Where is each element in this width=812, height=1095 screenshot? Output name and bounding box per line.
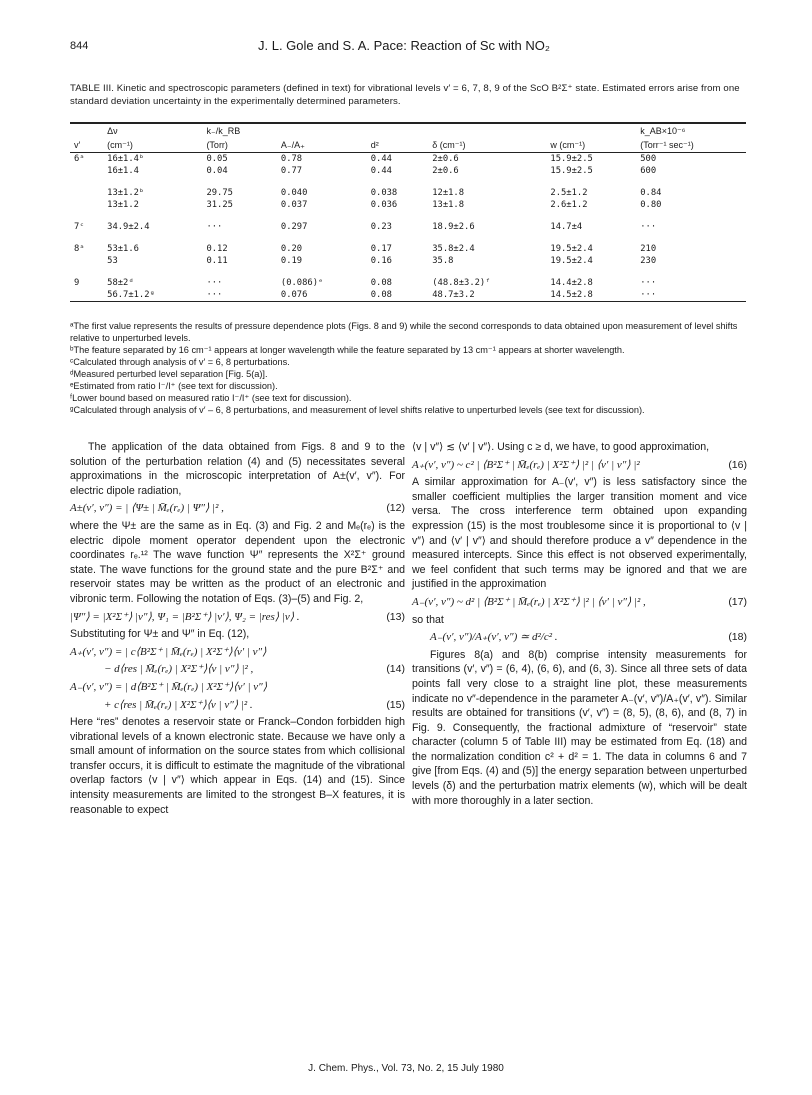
- table-cell: 18.9±2.6: [432, 222, 475, 232]
- table-cell: (0.086)ᵉ: [280, 278, 324, 288]
- table-spacer-cell: [70, 211, 746, 221]
- table-cell: 0.23: [370, 222, 392, 232]
- table-cell: 31.25: [206, 200, 233, 210]
- equation-text: A₋(v′, v″)/A₊(v′, v″) ≃ d²/c² .: [430, 631, 558, 644]
- footnote: ᶠLower bound based on measured ratio I⁻/I⁺ (see text for discussion).: [70, 393, 352, 403]
- table-spacer: [70, 211, 746, 221]
- column-header: δ (cm⁻¹): [432, 140, 466, 150]
- column-header: A₋/A₊: [280, 140, 305, 150]
- table-cell: 13±1.8: [432, 200, 465, 210]
- equation-text: − d⟨res | M̄ₑ(rₑ) | X²Σ⁺⟩⟨v | v″⟩ |² ,: [104, 663, 254, 676]
- table-cell: 2±0.6: [432, 154, 459, 164]
- table-cell: 2±0.6: [432, 166, 459, 176]
- table-cell: 0.20: [280, 244, 303, 254]
- table-cell: [70, 199, 103, 211]
- table-cell: 0.038: [370, 188, 398, 198]
- equation-number: (17): [728, 595, 747, 608]
- table-cell: 2.6±1.2: [550, 200, 588, 210]
- paragraph: A similar approximation for A₋(v′, v″) is less satisfactory since the smaller coefficient multiplies the larger transition moment and vice versa. The cross interference term obtained upon expanding expression (15) is the most troublesome since it is proportional to ⟨v | v″⟩ and ⟨v′ | v″⟩ and should therefore produce a v″ dependence in the measured intercepts. Since this effect is not observed experimentally, we feel confident that such terms may be ignored and that we are justified in the approximation: [412, 476, 747, 591]
- table-cell: ···: [206, 290, 223, 300]
- table-cell: ···: [206, 278, 223, 288]
- equation-17: [412, 595, 747, 610]
- page-number: 844: [70, 40, 89, 52]
- equation-13: [70, 610, 405, 625]
- table-cell: ···: [640, 278, 657, 288]
- footnote: ᵉEstimated from ratio I⁻/I⁺ (see text for discussion).: [70, 381, 278, 391]
- table-cell: 0.11: [206, 256, 228, 266]
- table-cell: 16±1.4ᵇ: [107, 154, 145, 164]
- body-column-left: [70, 440, 405, 819]
- equation-15-line-1: [70, 680, 405, 695]
- parameter-table: [70, 122, 746, 302]
- table-cell: 48.7±3.2: [432, 290, 475, 300]
- table-cell: 8ᵃ: [74, 244, 85, 254]
- column-header: (cm⁻¹): [107, 140, 133, 150]
- table-body: [70, 153, 746, 302]
- table-row: [70, 255, 746, 267]
- table-row: [70, 187, 746, 199]
- table-cell: ···: [206, 222, 223, 232]
- table-cell: 34.9±2.4: [107, 222, 150, 232]
- equation-number: (14): [386, 663, 405, 676]
- table-spacer: [70, 267, 746, 277]
- table-cell: 19.5±2.4: [550, 256, 593, 266]
- table-cell: 0.08: [370, 278, 392, 288]
- table-cell: 210: [640, 244, 657, 254]
- column-header-top: [428, 123, 546, 138]
- paragraph: Here “res” denotes a reservoir state or Franck–Condon forbidden high vibrational levels of a known electronic state. Because we have only a small amount of information on the source states from which collisional transfer occurs, it is difficult to estimate the magnitude of the vibrational overlap factors ⟨v | v″⟩ which appear in Eqs. (14) and (15). Since intensity measurements are limited to the strongest B–X features, it is reasonable to expect: [70, 716, 405, 816]
- table-cell: ···: [640, 222, 657, 232]
- paragraph: ⟨v | v″⟩ ≲ ⟨v′ | v″⟩. Using c ≥ d, we have, to good approximation,: [412, 441, 710, 453]
- table-spacer-cell: [70, 177, 746, 187]
- table-cell: 0.036: [370, 200, 398, 210]
- table-cell: 35.8: [432, 256, 454, 266]
- table-cell: 0.44: [370, 154, 392, 164]
- equation-text: |Ψ″⟩ = |X²Σ⁺⟩ |v″⟩, Ψ₁ = |B²Σ⁺⟩ |v′⟩, Ψ₂ = |res⟩ |v⟩ .: [70, 610, 300, 623]
- table-cell: 0.16: [370, 256, 392, 266]
- column-header-top: k₋/k_RB: [206, 126, 241, 136]
- equation-18: [412, 630, 747, 645]
- equation-number: (16): [728, 458, 747, 471]
- table-cell: 0.78: [280, 154, 303, 164]
- table-cell: 53±1.6: [107, 244, 139, 254]
- equation-14-line-2: [70, 662, 405, 677]
- table-cell: 0.12: [206, 244, 228, 254]
- table-cell: 14.5±2.8: [550, 290, 593, 300]
- table-cell: 0.05: [206, 154, 228, 164]
- table-row: [70, 199, 746, 211]
- table-cell: 58±2ᵈ: [107, 278, 134, 288]
- table-cell: 29.75: [206, 188, 233, 198]
- table-cell: 19.5±2.4: [550, 244, 593, 254]
- table-cell: 0.08: [370, 290, 392, 300]
- column-header: (Torr): [206, 140, 228, 150]
- table-caption: TABLE III. Kinetic and spectroscopic parameters (defined in text) for vibrational levels v′ = 6, 7, 8, 9 of the ScO B²Σ⁺ state. Estimated errors arise from one standard deviation uncertainty in the experimentally determined parameters.: [70, 83, 740, 107]
- body-column-right: [412, 440, 747, 810]
- table-cell: 0.037: [280, 200, 308, 210]
- paragraph: where the Ψ± are the same as in Eq. (3) and Fig. 2 and Mₑ(rₑ) is the electric dipole moment operator dependent upon the electronic coordinates rₑ.¹² The wave function Ψ″ represents the X²Σ⁺ ground state. The wave functions for the ground state and the pure B²Σ⁺ and reservoir states may be written as the product of an electronic and vibronic term. Following the notation of Eqs. (3)–(5) and Fig. 2,: [70, 519, 405, 605]
- column-header-top: [546, 123, 636, 138]
- table-cell: [70, 165, 103, 177]
- equation-number: (12): [386, 502, 405, 515]
- column-header: v′: [74, 140, 81, 150]
- table-cell: 6ᵃ: [74, 154, 85, 164]
- table-row: [70, 277, 746, 289]
- equation-12: [70, 501, 405, 516]
- column-header: d²: [370, 140, 379, 150]
- footnote: ᵍCalculated through analysis of v′ – 6, 8 perturbations, and measurement of level shifts relative to unperturbed levels (see text for discussion).: [70, 405, 645, 415]
- table-cell: 0.84: [640, 188, 662, 198]
- table-cell: 0.297: [280, 222, 308, 232]
- table-spacer-cell: [70, 233, 746, 243]
- footnote: ᵈMeasured perturbed level separation [Fig. 5(a)].: [70, 369, 268, 379]
- equation-15-line-2: [70, 698, 405, 713]
- table-cell: 0.04: [206, 166, 228, 176]
- table-cell: 0.19: [280, 256, 303, 266]
- column-header-top: Δν: [107, 126, 118, 136]
- column-header: w (cm⁻¹): [550, 140, 586, 150]
- table-header-row-top: [70, 123, 746, 138]
- footnote: ᶜCalculated through analysis of v′ = 6, 8 perturbations.: [70, 357, 290, 367]
- table-cell: 13±1.2ᵇ: [107, 188, 145, 198]
- equation-text: A₋(v′, v″) = | d⟨B²Σ⁺ | M̄ₑ(rₑ) | X²Σ⁺⟩⟨v′ | v″⟩: [70, 680, 268, 693]
- equation-text: A₊(v′, v″) = | c⟨B²Σ⁺ | M̄ₑ(rₑ) | X²Σ⁺⟩⟨v′ | v″⟩: [70, 645, 267, 658]
- paragraph: Substituting for Ψ± and Ψ″ in Eq. (12),: [70, 628, 250, 641]
- table-row: [70, 153, 746, 166]
- equation-text: + c⟨res | M̄ₑ(rₑ) | X²Σ⁺⟩⟨v | v″⟩ |² .: [104, 698, 253, 711]
- table-cell: 2.5±1.2: [550, 188, 588, 198]
- paragraph: The application of the data obtained from Figs. 8 and 9 to the solution of the perturbation relation (4) and (5) necessitates several approximations in the microscopic interpretation of A±(v′, v″). For electric dipole radiation,: [70, 441, 405, 497]
- table-cell: 7ᶜ: [74, 222, 85, 232]
- column-header: (Torr⁻¹ sec⁻¹): [640, 140, 694, 150]
- column-header-top: [70, 123, 103, 138]
- table-cell: 0.80: [640, 200, 662, 210]
- table-cell: 0.076: [280, 290, 308, 300]
- column-header-top: [367, 123, 429, 138]
- table-cell: 15.9±2.5: [550, 154, 593, 164]
- equation-text: A±(v′, v″) = | ⟨Ψ± | M̄ₑ(rₑ) | Ψ″⟩ |² ,: [70, 502, 224, 515]
- table-cell: [70, 187, 103, 199]
- equation-number: (18): [728, 631, 747, 644]
- table-header-row-bottom: [70, 138, 746, 153]
- paragraph: so that: [412, 613, 444, 626]
- table-spacer-cell: [70, 267, 746, 277]
- table-spacer: [70, 177, 746, 187]
- table-cell: 35.8±2.4: [432, 244, 475, 254]
- table-cell: 500: [640, 154, 657, 164]
- table-row: [70, 165, 746, 177]
- running-title: J. L. Gole and S. A. Pace: Reaction of Sc with NO₂: [258, 38, 550, 53]
- table-cell: (48.8±3.2)ᶠ: [432, 278, 491, 288]
- table-footnotes: [70, 320, 746, 416]
- table-cell: 230: [640, 256, 657, 266]
- table-cell: 56.7±1.2ᵍ: [107, 290, 155, 300]
- column-header-top: [277, 123, 367, 138]
- table-row: [70, 289, 746, 302]
- journal-citation: J. Chem. Phys., Vol. 73, No. 2, 15 July 1980: [308, 1063, 504, 1074]
- table-cell: [70, 289, 103, 302]
- equation-number: (15): [386, 698, 405, 711]
- equation-14-line-1: [70, 645, 405, 660]
- table-cell: 12±1.8: [432, 188, 465, 198]
- table-cell: 0.44: [370, 166, 392, 176]
- footnote: ᵃThe first value represents the results of pressure dependence plots (Figs. 8 and 9) while the second corresponds to data obtained upon measurement of level shifts relative to unperturbed levels.: [70, 321, 738, 343]
- table-cell: 0.77: [280, 166, 303, 176]
- table-row: [70, 243, 746, 255]
- equation-number: (13): [386, 610, 405, 623]
- table-spacer: [70, 233, 746, 243]
- table-cell: 0.040: [280, 188, 308, 198]
- table-cell: 0.17: [370, 244, 392, 254]
- table-cell: 13±1.2: [107, 200, 139, 210]
- table-cell: 15.9±2.5: [550, 166, 593, 176]
- table-cell: 14.4±2.8: [550, 278, 593, 288]
- equation-text: A₊(v′, v″) ~ c² | ⟨B²Σ⁺ | M̄ₑ(rₑ) | X²Σ⁺⟩ |² | ⟨v′ | v″⟩ |²: [412, 458, 640, 471]
- table-row: [70, 221, 746, 233]
- equation-text: A₋(v′, v″) ~ d² | ⟨B²Σ⁺ | M̄ₑ(rₑ) | X²Σ⁺⟩ |² | ⟨v′ | v″⟩ |² ,: [412, 595, 646, 608]
- table-cell: 53: [107, 256, 118, 266]
- table-cell: 600: [640, 166, 657, 176]
- column-header-top: k_AB×10⁻⁶: [640, 126, 686, 136]
- table-cell: [70, 255, 103, 267]
- equation-16: [412, 458, 747, 473]
- table-cell: 16±1.4: [107, 166, 139, 176]
- paragraph: Figures 8(a) and 8(b) comprise intensity measurements for transitions (v′, v″) = (6, 4), (6, 6), and (6, 3). Since all three sets of data points fall very close to a straight line plot, these measurements indicate no v″-dependence in the parameter A₋(v′, v″)/A₊(v′, v″). Similar results are obtained for transitions (v′, v″) = (8, 5), (8, 6), and (8, 7) in Fig. 9. Consequently, the fractional admixture of “reservoir” state character (column 5 of Table III) may be estimated from Eq. (18) and the normalization condition c² + d² = 1. The data in columns 6 and 7 give [from Eqs. (4) and (5)] the energy separation between unperturbed levels (δ) and the perturbation matrix elements (w), which will be dealt with more thoroughly in a later section.: [412, 648, 747, 807]
- table-cell: 14.7±4: [550, 222, 583, 232]
- table-cell: 9: [74, 278, 80, 288]
- table-cell: ···: [640, 290, 657, 300]
- footnote: ᵇThe feature separated by 16 cm⁻¹ appears at longer wavelength while the feature separated by 13 cm⁻¹ appears at shorter wavelength.: [70, 345, 625, 355]
